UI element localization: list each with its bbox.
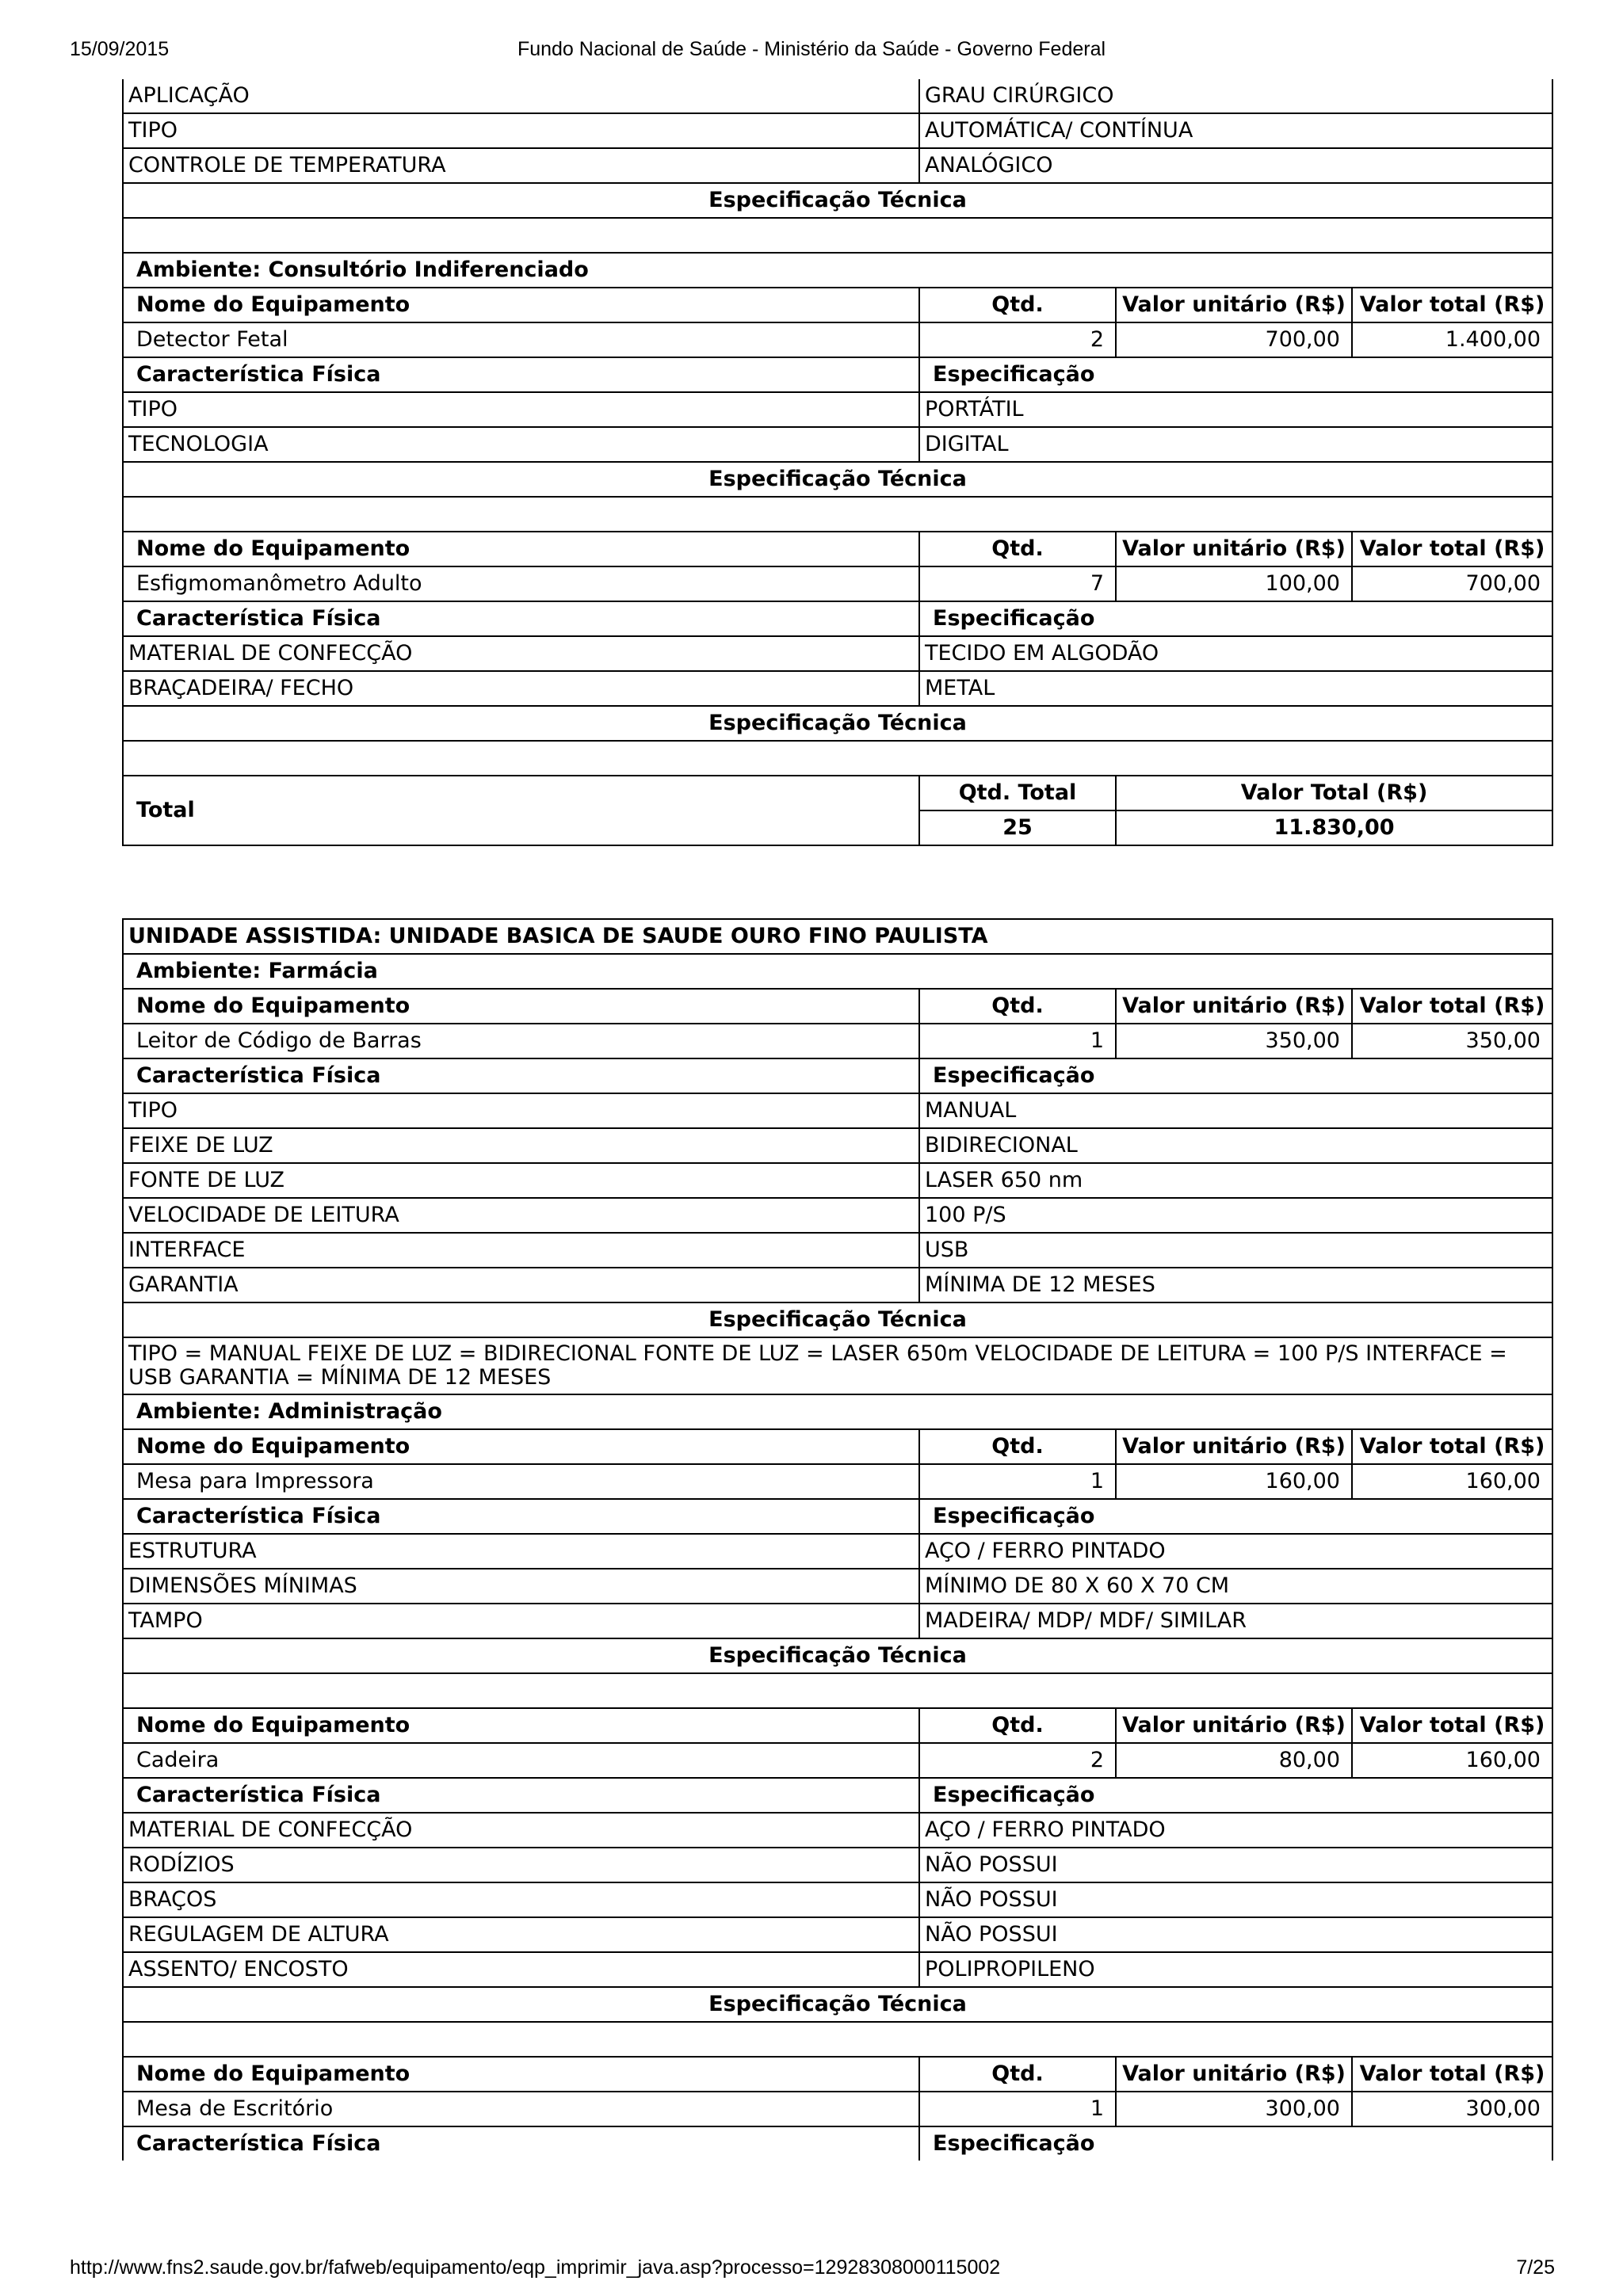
spec-attr: TIPO [123, 1093, 919, 1128]
equipment-row [123, 1743, 1552, 1778]
equipment-table-1 [122, 79, 1553, 846]
equipment-total-price: 700,00 [1352, 566, 1552, 601]
spec-attr: DIMENSÕES MÍNIMAS [123, 1569, 919, 1604]
spec-value: 100 P/S [919, 1198, 1552, 1233]
spec-attr: MATERIAL DE CONFECÇÃO [123, 636, 919, 671]
col-caracteristica: Característica Física [123, 1058, 919, 1093]
page-number: 7/25 [1516, 2256, 1555, 2279]
spec-value: NÃO POSSUI [919, 1882, 1552, 1917]
spec-attr: INTERFACE [123, 1233, 919, 1268]
spec-tecnica-heading: Especificação Técnica [123, 462, 1552, 497]
spec-attr: TECNOLOGIA [123, 427, 919, 462]
spec-value: TECIDO EM ALGODÃO [919, 636, 1552, 671]
spec-attr: MATERIAL DE CONFECÇÃO [123, 1813, 919, 1848]
col-especificacao: Especificação [919, 1778, 1552, 1813]
ambiente-heading: Ambiente: Administração [123, 1394, 1552, 1429]
spec-row [123, 392, 1552, 427]
equipment-unit-price: 160,00 [1116, 1464, 1352, 1499]
col-nome: Nome do Equipamento [123, 989, 919, 1024]
equipment-row [123, 2092, 1552, 2126]
spec-tecnica-body [123, 497, 1552, 532]
spec-attr: BRAÇADEIRA/ FECHO [123, 671, 919, 706]
equipment-row [123, 322, 1552, 357]
col-valor-total: Valor total (R$) [1352, 2057, 1552, 2092]
spec-row [123, 79, 1552, 113]
col-caracteristica: Característica Física [123, 601, 919, 636]
spec-row [123, 113, 1552, 148]
spec-attr: VELOCIDADE DE LEITURA [123, 1198, 919, 1233]
spec-row [123, 1848, 1552, 1882]
spec-row [123, 1917, 1552, 1952]
spec-header-row [123, 601, 1552, 636]
equipment-name: Esfigmomanômetro Adulto [123, 566, 919, 601]
spec-value: DIGITAL [919, 427, 1552, 462]
equipment-qtd: 1 [919, 2092, 1116, 2126]
col-especificacao: Especificação [919, 1499, 1552, 1534]
spec-attr: ASSENTO/ ENCOSTO [123, 1952, 919, 1987]
equipment-row [123, 1024, 1552, 1058]
col-valor-unitario: Valor unitário (R$) [1116, 1429, 1352, 1464]
spec-header-row [123, 1058, 1552, 1093]
col-valor-unitario: Valor unitário (R$) [1116, 288, 1352, 322]
equipment-unit-price: 100,00 [1116, 566, 1352, 601]
spec-row [123, 148, 1552, 183]
spec-tecnica-heading: Especificação Técnica [123, 1638, 1552, 1673]
spec-tecnica-heading: Especificação Técnica [123, 1987, 1552, 2022]
spec-attr: BRAÇOS [123, 1882, 919, 1917]
spec-value: PORTÁTIL [919, 392, 1552, 427]
spec-value: GRAU CIRÚRGICO [919, 79, 1552, 113]
ambiente-heading: Ambiente: Farmácia [123, 954, 1552, 989]
total-label: Total [123, 776, 919, 845]
spec-tecnica-heading: Especificação Técnica [123, 183, 1552, 218]
col-valor-unitario: Valor unitário (R$) [1116, 2057, 1352, 2092]
spec-value: METAL [919, 671, 1552, 706]
spec-value: AUTOMÁTICA/ CONTÍNUA [919, 113, 1552, 148]
spec-value: MÍNIMO DE 80 X 60 X 70 CM [919, 1569, 1552, 1604]
spec-attr: FEIXE DE LUZ [123, 1128, 919, 1163]
spec-row [123, 427, 1552, 462]
col-nome: Nome do Equipamento [123, 288, 919, 322]
col-nome: Nome do Equipamento [123, 2057, 919, 2092]
spec-row [123, 1128, 1552, 1163]
equipment-name: Mesa para Impressora [123, 1464, 919, 1499]
spec-attr: ESTRUTURA [123, 1534, 919, 1569]
spec-row [123, 1569, 1552, 1604]
spec-value: MADEIRA/ MDP/ MDF/ SIMILAR [919, 1604, 1552, 1638]
col-especificacao: Especificação [919, 357, 1552, 392]
spec-header-row [123, 357, 1552, 392]
spec-header-row [123, 1499, 1552, 1534]
equipment-total-price: 160,00 [1352, 1743, 1552, 1778]
equipment-unit-price: 700,00 [1116, 322, 1352, 357]
col-especificacao: Especificação [919, 1058, 1552, 1093]
spec-attr: TAMPO [123, 1604, 919, 1638]
unidade-heading: UNIDADE ASSISTIDA: UNIDADE BASICA DE SAUDE OURO FINO PAULISTA [123, 919, 1552, 954]
equipment-name: Cadeira [123, 1743, 919, 1778]
col-qtd: Qtd. [919, 989, 1116, 1024]
spec-row [123, 1952, 1552, 1987]
spec-tecnica-heading: Especificação Técnica [123, 706, 1552, 741]
col-caracteristica: Característica Física [123, 2126, 919, 2161]
spec-tecnica-heading: Especificação Técnica [123, 1302, 1552, 1337]
spec-header-row [123, 2126, 1552, 2161]
spec-row [123, 1534, 1552, 1569]
spec-row [123, 1233, 1552, 1268]
page-title: Fundo Nacional de Saúde - Ministério da Saúde - Governo Federal [517, 38, 1106, 60]
spec-row [123, 671, 1552, 706]
footer-url: http://www.fns2.saude.gov.br/fafweb/equipamento/eqp_imprimir_java.asp?processo=12928308000115002 [70, 2256, 1001, 2279]
col-especificacao: Especificação [919, 601, 1552, 636]
spec-value: MANUAL [919, 1093, 1552, 1128]
equipment-total-price: 300,00 [1352, 2092, 1552, 2126]
spec-value: USB [919, 1233, 1552, 1268]
equipment-qtd: 1 [919, 1024, 1116, 1058]
spec-row [123, 1198, 1552, 1233]
equipment-unit-price: 300,00 [1116, 2092, 1352, 2126]
spec-row [123, 1813, 1552, 1848]
spec-tecnica-body: TIPO = MANUAL FEIXE DE LUZ = BIDIRECIONAL FONTE DE LUZ = LASER 650m VELOCIDADE DE LEITURA = 100 P/S INTERFACE = USB GARANTIA = MÍNIMA DE 12 MESES [123, 1337, 1552, 1394]
col-qtd: Qtd. [919, 1708, 1116, 1743]
col-qtd: Qtd. [919, 1429, 1116, 1464]
col-valor-total: Valor total (R$) [1352, 1429, 1552, 1464]
equipment-total-price: 160,00 [1352, 1464, 1552, 1499]
equipment-total-price: 350,00 [1352, 1024, 1552, 1058]
spec-value: ANALÓGICO [919, 148, 1552, 183]
total-header-row [123, 776, 1552, 810]
col-nome: Nome do Equipamento [123, 1429, 919, 1464]
equipment-unit-price: 350,00 [1116, 1024, 1352, 1058]
spec-tecnica-body [123, 2022, 1552, 2057]
col-nome: Nome do Equipamento [123, 532, 919, 566]
ambiente-heading: Ambiente: Consultório Indiferenciado [123, 253, 1552, 288]
spec-tecnica-body [123, 1673, 1552, 1708]
equipment-header-row [123, 989, 1552, 1024]
spec-value: LASER 650 nm [919, 1163, 1552, 1198]
col-valor-unitario: Valor unitário (R$) [1116, 1708, 1352, 1743]
equipment-name: Detector Fetal [123, 322, 919, 357]
total-qtd-value: 25 [919, 810, 1116, 845]
equipment-row [123, 1464, 1552, 1499]
col-valor-total: Valor total (R$) [1352, 989, 1552, 1024]
spec-attr: APLICAÇÃO [123, 79, 919, 113]
col-valor-total-geral: Valor Total (R$) [1116, 776, 1552, 810]
spec-row [123, 1163, 1552, 1198]
spec-value: BIDIRECIONAL [919, 1128, 1552, 1163]
equipment-name: Leitor de Código de Barras [123, 1024, 919, 1058]
spec-tecnica-body [123, 218, 1552, 253]
equipment-header-row [123, 532, 1552, 566]
spec-row [123, 1604, 1552, 1638]
spec-attr: FONTE DE LUZ [123, 1163, 919, 1198]
spec-value: NÃO POSSUI [919, 1917, 1552, 1952]
equipment-total-price: 1.400,00 [1352, 322, 1552, 357]
spec-value: POLIPROPILENO [919, 1952, 1552, 1987]
col-caracteristica: Característica Física [123, 1778, 919, 1813]
spec-attr: TIPO [123, 113, 919, 148]
equipment-header-row [123, 1429, 1552, 1464]
spec-row [123, 636, 1552, 671]
col-valor-unitario: Valor unitário (R$) [1116, 532, 1352, 566]
spec-value: AÇO / FERRO PINTADO [919, 1813, 1552, 1848]
spec-value: NÃO POSSUI [919, 1848, 1552, 1882]
spec-tecnica-body [123, 741, 1552, 776]
spec-attr: CONTROLE DE TEMPERATURA [123, 148, 919, 183]
spec-attr: RODÍZIOS [123, 1848, 919, 1882]
equipment-name: Mesa de Escritório [123, 2092, 919, 2126]
equipment-qtd: 1 [919, 1464, 1116, 1499]
equipment-header-row [123, 288, 1552, 322]
col-valor-total: Valor total (R$) [1352, 532, 1552, 566]
col-caracteristica: Característica Física [123, 1499, 919, 1534]
equipment-header-row [123, 1708, 1552, 1743]
col-especificacao: Especificação [919, 2126, 1552, 2161]
col-valor-total: Valor total (R$) [1352, 288, 1552, 322]
col-qtd-total: Qtd. Total [919, 776, 1116, 810]
spec-header-row [123, 1778, 1552, 1813]
equipment-table-2 [122, 918, 1553, 2161]
spec-attr: TIPO [123, 392, 919, 427]
spec-row [123, 1882, 1552, 1917]
spec-value: AÇO / FERRO PINTADO [919, 1534, 1552, 1569]
col-nome: Nome do Equipamento [123, 1708, 919, 1743]
total-valor-value: 11.830,00 [1116, 810, 1552, 845]
col-caracteristica: Característica Física [123, 357, 919, 392]
spec-value: MÍNIMA DE 12 MESES [919, 1268, 1552, 1302]
spec-row [123, 1268, 1552, 1302]
col-valor-unitario: Valor unitário (R$) [1116, 989, 1352, 1024]
equipment-qtd: 2 [919, 322, 1116, 357]
equipment-unit-price: 80,00 [1116, 1743, 1352, 1778]
spec-row [123, 1093, 1552, 1128]
equipment-qtd: 2 [919, 1743, 1116, 1778]
equipment-row [123, 566, 1552, 601]
spec-attr: REGULAGEM DE ALTURA [123, 1917, 919, 1952]
col-valor-total: Valor total (R$) [1352, 1708, 1552, 1743]
col-qtd: Qtd. [919, 532, 1116, 566]
col-qtd: Qtd. [919, 288, 1116, 322]
spec-attr: GARANTIA [123, 1268, 919, 1302]
col-qtd: Qtd. [919, 2057, 1116, 2092]
equipment-header-row [123, 2057, 1552, 2092]
equipment-qtd: 7 [919, 566, 1116, 601]
print-date: 15/09/2015 [70, 38, 170, 60]
